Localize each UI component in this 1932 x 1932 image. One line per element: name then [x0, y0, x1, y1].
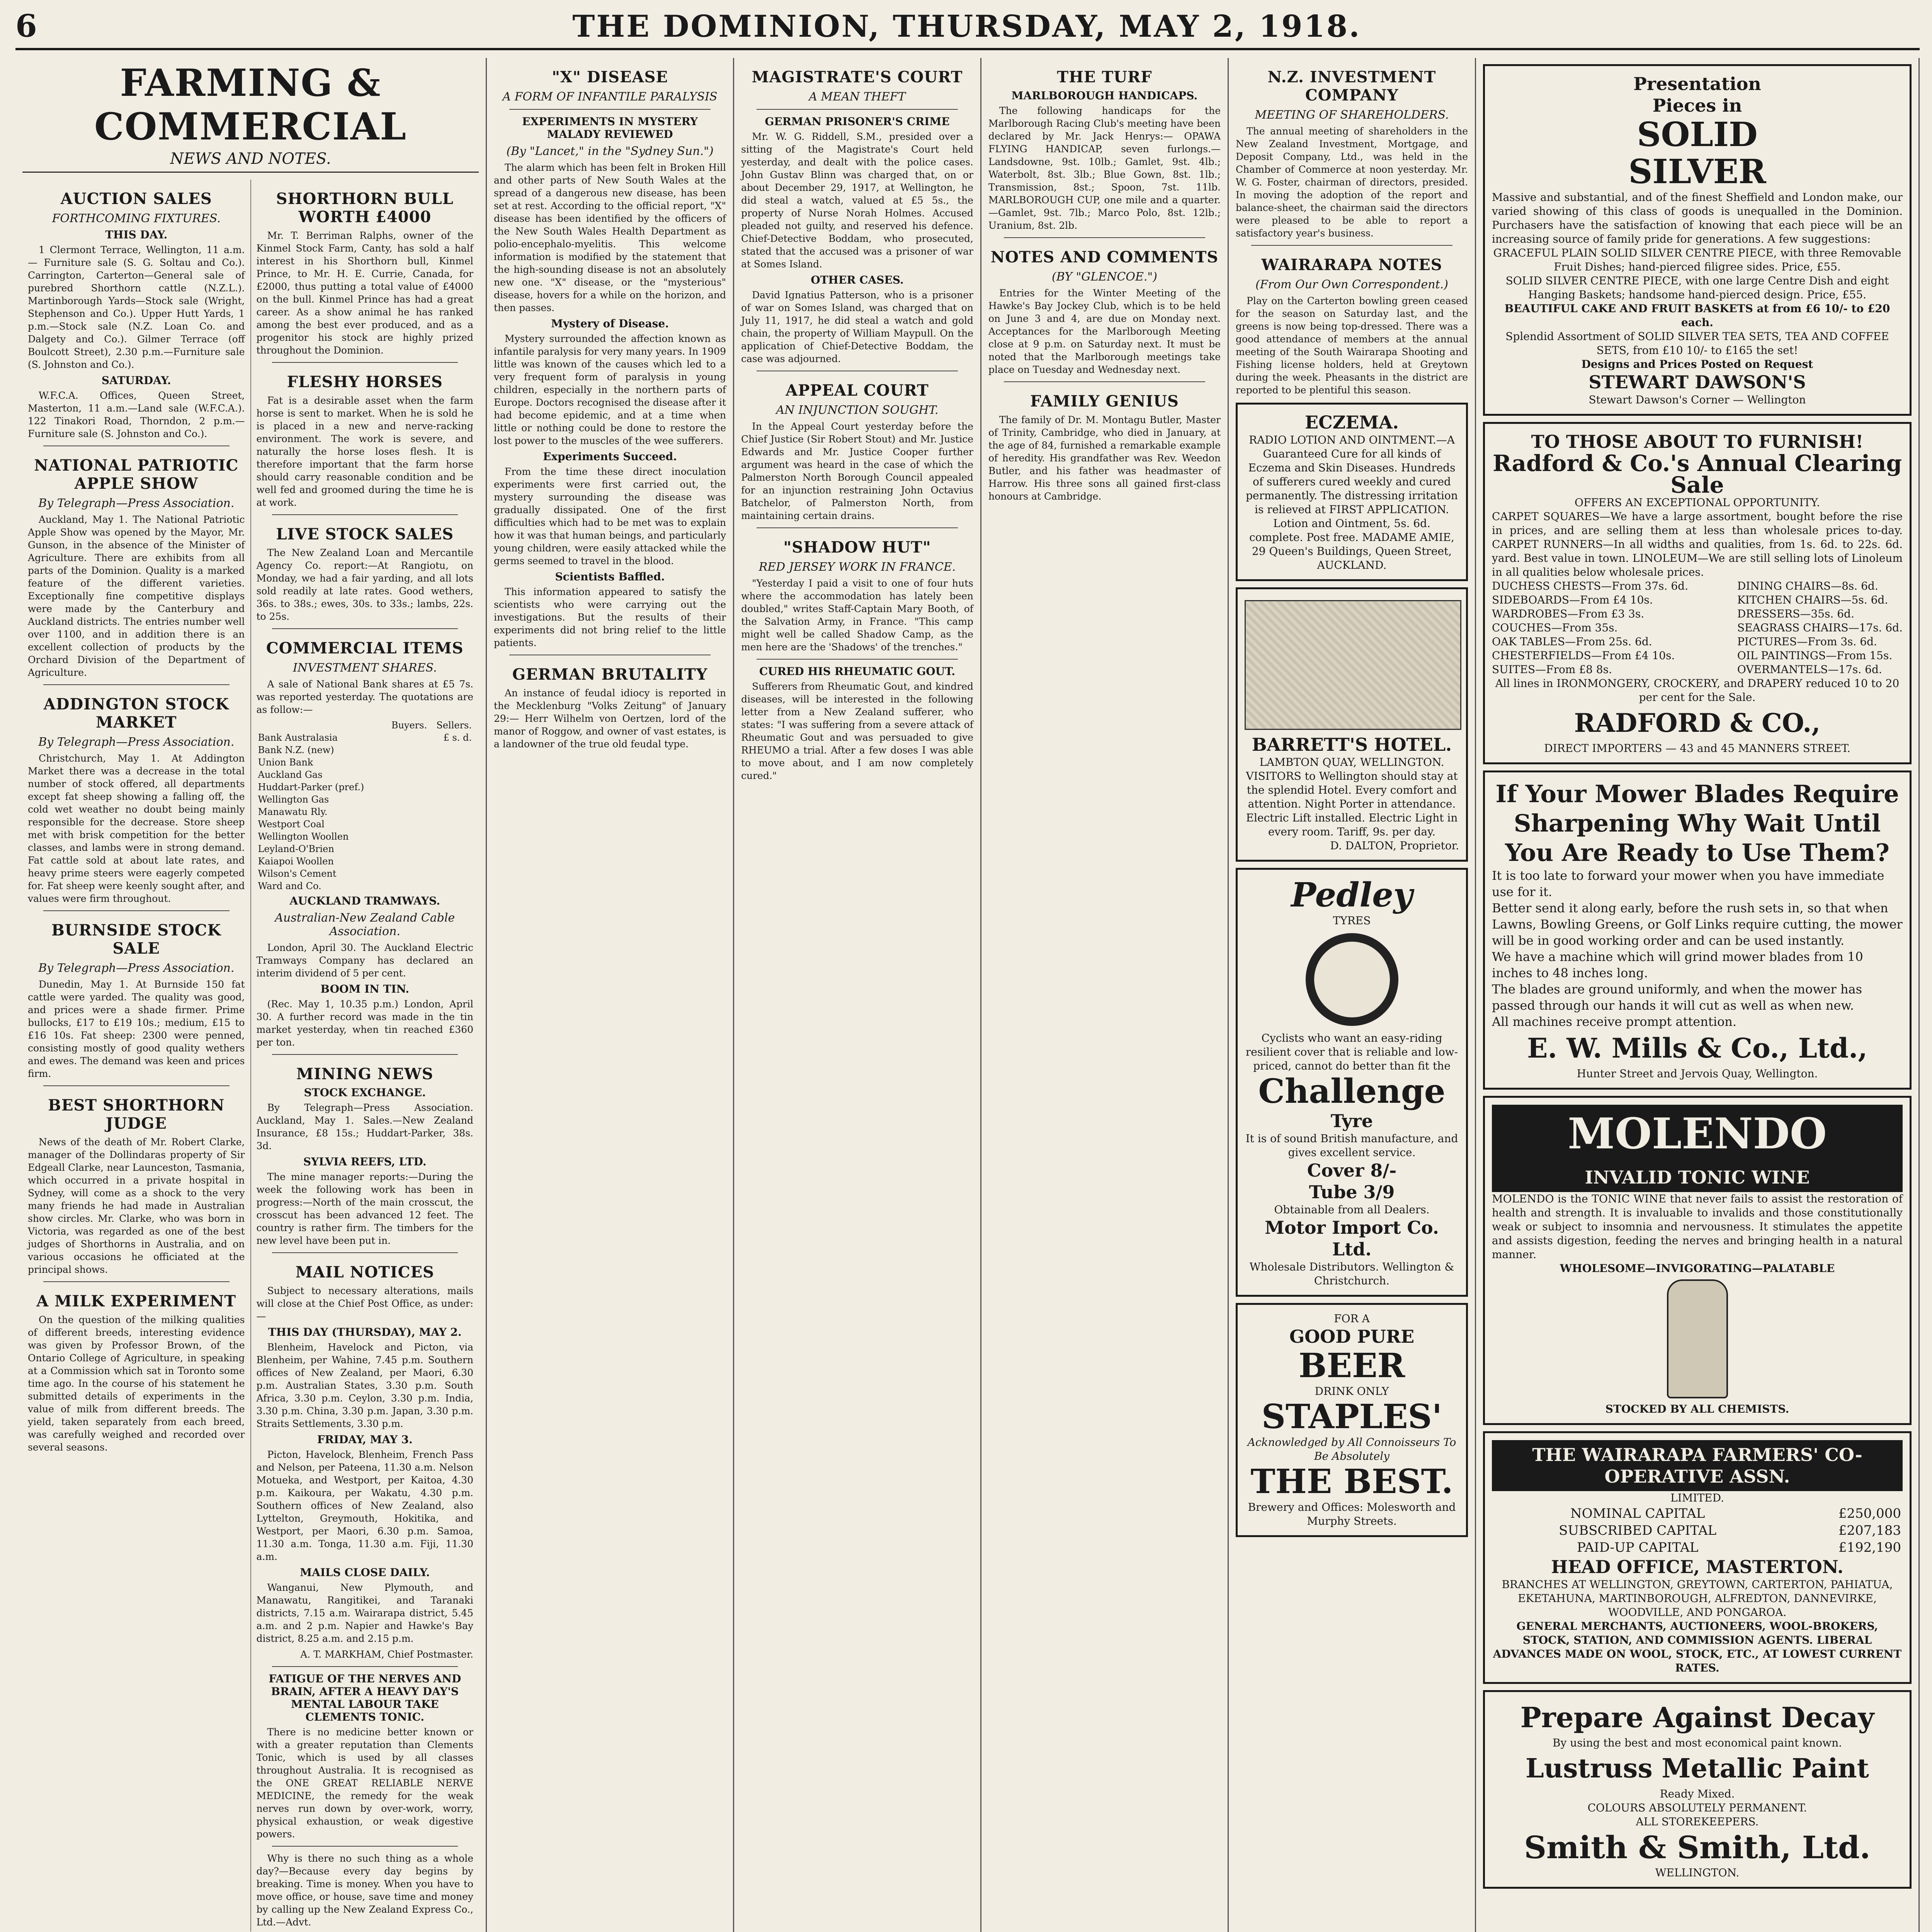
mower-p4: The blades are ground uniformly, and when the mower has passed through our hands it will cut as well as when new. [1492, 982, 1862, 1013]
experiments-text: From the time these direct inoculation experiments were first carried out, the mystery surrounding the disease was gradually dissipated. One of the first difficulties which had to be met was to explain how it was that human beings, and particularly young children, were easily attacked while the germs seemed to travel in the blood. [494, 466, 726, 566]
beer-ack: Acknowledged by All Connoisseurs To Be Absolutely [1247, 1436, 1456, 1463]
pedley-made: It is of sound British manufacture, and gives excellent service. [1245, 1132, 1458, 1159]
apple-title: NATIONAL PATRIOTIC APPLE SHOW [34, 456, 239, 493]
mower-p1: It is too late to forward your mower when you have immediate use for it. [1492, 868, 1884, 899]
german-title: GERMAN BRUTALITY [512, 665, 708, 684]
divider [272, 1054, 458, 1055]
shares-row: Bank Australasia £ s. d. [258, 732, 472, 743]
dawson-item-4: Splendid Assortment of SOLID SILVER TEA SETS, TEA AND COFFEE SETS, from £10 10/- to £165 the set! [1505, 330, 1889, 357]
investment-sub: MEETING OF SHAREHOLDERS. [1255, 108, 1449, 122]
radford-list-item: KITCHEN CHAIRS—5s. 6d. [1737, 594, 1888, 606]
shares-row: Westport Coal [258, 819, 325, 830]
farming-left-column [22, 180, 251, 1932]
radford-list-item: OAK TABLES—From 25s. 6d. [1492, 635, 1652, 648]
magistrate-sub2: GERMAN PRISONER'S CRIME [765, 115, 950, 128]
mower-p2: Better send it along early, before the rush sets in, so that when Lawns, Bowling Greens, or Golf Links require cutting, the mower will be in good working order and can be used instantly. [1492, 901, 1903, 948]
mail-sign: A. T. MARKHAM, Chief Postmaster. [300, 1649, 473, 1660]
judge-text: News of the death of Mr. Robert Clarke, manager of the Dollindaras property of Sir Edgeall Clarke, near Launceston, Tasmania, which occurred in a private hospital in Sydney, will come as a shock to the very many friends he had made in Australian show circles. Mr. Clarke, who was born in Victoria, was regarded as one of the best judges of Shorthorns in Australia, and on various occasions he officiated at the principal shows. [28, 1136, 245, 1275]
dawson-top: Presentation [1633, 73, 1761, 94]
radford-list-item: OVERMANTELS—17s. 6d. [1737, 663, 1882, 676]
dawson-ad [1483, 64, 1912, 416]
cured-title: CURED HIS RHEUMATIC GOUT. [759, 665, 956, 678]
shares-table [257, 719, 474, 892]
mining-sub: STOCK EXCHANGE. [304, 1086, 426, 1099]
staples-beer-ad [1236, 1303, 1468, 1537]
investment-text: The annual meeting of shareholders in the New Zealand Investment, Mortgage, and Deposit Company, Ltd., was held in the Chamber of Commerce at noon yesterday. Mr. W. G. Foster, chairman of directors, presided. In moving the adoption of the report and balance-sheet, the chairman said the directors were pleased to be able to report a satisfactory year's business. [1236, 126, 1468, 239]
divider [43, 910, 230, 911]
farmers-branches: BRANCHES AT WELLINGTON, GREYTOWN, CARTERTON, PAHIATUA, EKETAHUNA, MARTINBOROUGH, ALFREDTON, DANNEVIRKE, WOODVILLE, AND PONGAROA. [1502, 1578, 1893, 1619]
magistrate-title: MAGISTRATE'S COURT [752, 68, 963, 86]
shares-row: Auckland Gas [258, 769, 323, 780]
shares-row: Wilson's Cement [258, 868, 337, 879]
farmers-capital-table [1492, 1505, 1903, 1556]
radford-headline: Radford & Co.'s Annual Clearing Sale [1492, 450, 1902, 498]
appeal-text: In the Appeal Court yesterday before the Chief Justice (Sir Robert Stout) and Mr. Justice Edwards and Mr. Justice Cooper further argument was heard in the case of which the Palmerston North Borough Council appealed for an injunction restraining John Octavius Batchelor, of Palmerston North, from maintaining certain drains. [741, 421, 973, 521]
apple-text: Auckland, May 1. The National Patriotic Apple Show was opened by the Mayor, Mr. Gunson, in the absence of the Minister of Agriculture. There are exhibits from all parts of the Dominion. Quality is a marked feature of the different varieties. Exceptionally fine competitive displays were made by the Canterbury and Auckland districts. The entries number well over 1100, and in addition there is an excellent collection of products by the Orchard Division of the Department of Agriculture. [28, 514, 245, 678]
molendo-text: MOLENDO is the TONIC WINE that never fails to assist the restoration of health and strength. It is invaluable to invalids and those constitutionally weak or subject to insomnia and nervousness. It stimulates the appetite and assists digestion, feeding the nerves and bringing health in a natural manner. [1492, 1192, 1903, 1261]
commercial-title: COMMERCIAL ITEMS [266, 639, 464, 657]
mail-day: THIS DAY (THURSDAY), MAY 2. [268, 1326, 462, 1338]
masthead [15, 8, 1920, 50]
cured-text: Sufferers from Rheumatic Gout, and kindred diseases, will be interested in the following letter from a New Zealand sufferer, who states: "I was suffering from a severe attack of Rheumatic Gout and was persuaded to give RHEUMO a trial. After a few doses I was able to move about, and I am now completely cured." [741, 681, 973, 781]
auckland-text: London, April 30. The Auckland Electric Tramways Company has declared an interim dividend of 5 per cent. [256, 942, 473, 979]
molendo-stocked: STOCKED BY ALL CHEMISTS. [1605, 1403, 1789, 1415]
radford-ad [1483, 422, 1912, 764]
live-stock-title: LIVE STOCK SALES [276, 525, 454, 543]
shares-row: Wellington Gas [258, 794, 329, 805]
sylvia-title: SYLVIA REEFS, LTD. [303, 1155, 427, 1168]
mail-text: Subject to necessary alterations, mails will close at the Chief Post Office, as under:— [256, 1285, 473, 1322]
paint-ad [1483, 1690, 1912, 1889]
bottle-icon [1667, 1279, 1728, 1398]
mining-text: By Telegraph—Press Association. Auckland, May 1. Sales.—New Zealand Insurance, £8 15s.; Huddart-Parker, 38s. 3d. [256, 1102, 473, 1151]
german-text: An instance of feudal idiocy is reported in the Mecklenburg "Volks Zeitung" of January 29:— Herr Wilhelm von Oertzen, lord of the manor of Roggow, and owner of vast estates, is a landowner of the true old feudal type. [494, 687, 726, 750]
dawson-name: STEWART DAWSON'S [1588, 372, 1806, 393]
farmers-trade: GENERAL MERCHANTS, AUCTIONEERS, WOOL-BROKERS, STOCK, STATION, AND COMMISSION AGENTS. LIBERAL ADVANCES MADE ON WOOL, STOCK, ETC., AT LOWEST CURRENT RATES. [1493, 1620, 1902, 1674]
investment-title: N.Z. INVESTMENT COMPANY [1267, 68, 1436, 104]
divider [1251, 245, 1452, 246]
paint-sub: By using the best and most economical paint known. [1552, 1736, 1842, 1749]
shares-row: Manawatu Rly. [258, 806, 328, 817]
scientists-text: This information appeared to satisfy the scientists who were carrying out the investigations. But the results of their experiments did not bring relief to the little patients. [494, 586, 726, 648]
mower-ad [1483, 770, 1912, 1090]
notes-title: NOTES AND COMMENTS [990, 248, 1219, 266]
divider [43, 1281, 230, 1282]
capital-row: NOMINAL CAPITAL £250,000 [1570, 1506, 1901, 1521]
divider [757, 527, 958, 528]
mail-fri-list: Picton, Havelock, Blenheim, French Pass and Nelson, per Pateena, 11.30 a.m. Nelson Motueka, and Westport, per Kaitoa, 4.30 p.m. Kaikoura, per Wakatu, 4.30 p.m. Southern offices of New Zealand, also Lyttelton, Greymouth, Hokitika, and Westport, per Maori, 6.30 p.m. Samoa, 11.30 a.m. Tonga, 11.30 a.m. Fiji, 11.30 a.m. [256, 1449, 473, 1562]
boom-title: BOOM IN TIN. [320, 983, 410, 995]
pedley-tube: Tube 3/9 [1309, 1182, 1395, 1202]
auction-sat: SATURDAY. [101, 374, 171, 387]
fleshy-text: Fat is a desirable asset when the farm horse is sent to market. When he is sold he is placed in a new and nerve-racking environment. The work is severe, and naturally the horse loses flesh. It is therefore important that the farm horse should carry reasonable condition and be well fed and groomed during the time he is at work. [256, 395, 473, 508]
divider [43, 1085, 230, 1086]
mower-address: Hunter Street and Jervois Quay, Wellington. [1577, 1067, 1818, 1080]
farming-banner: FARMING & COMMERCIAL [94, 61, 407, 148]
auction-sat-text: W.F.C.A. Offices, Queen Street, Masterton, 11 a.m.—Land sale (W.F.C.A.). 122 Tinakori Road, Thorndon, 2 p.m.—Furniture sale (S. Johnston and Co.). [28, 390, 245, 439]
mower-headline: If Your Mower Blades Require Sharpening Why Wait Until You Are Ready to Use Them? [1495, 780, 1899, 867]
shares-row: Leyland-O'Brien [258, 844, 334, 854]
radford-list-item: SIDEBOARDS—From £4 10s. [1492, 594, 1653, 606]
mystery-title: Mystery of Disease. [551, 317, 669, 330]
pedley-distributor: Motor Import Co. Ltd. [1265, 1217, 1439, 1260]
radford-lists [1492, 579, 1903, 677]
notes-sub: (BY "GLENCOE.") [1052, 270, 1157, 284]
radford-address: DIRECT IMPORTERS — 43 and 45 MANNERS STREET. [1544, 742, 1850, 755]
beer-best: THE BEST. [1250, 1462, 1453, 1501]
sylvia-text: The mine manager reports:—During the week the following work has been in progress:—North of the main crosscut, the crosscut has been advanced 12 feet. The country is rather firm. The timbers for the new level have been put in. [256, 1171, 473, 1246]
pedley-obtain: Obtainable from all Dealers. [1274, 1203, 1430, 1216]
farmers-head-office: HEAD OFFICE, MASTERTON. [1551, 1556, 1844, 1577]
burnside-text: Dunedin, May 1. At Burnside 150 fat cattle were yarded. The quality was good, and prices were a shade firmer. Prime bullocks, £17 to £19 10s.; medium, £15 to £16 10s. Fat sheep: 2300 were penned, consisting mostly of good quality wethers and ewes. The demand was keen and prices firm. [28, 979, 245, 1079]
wairarapa-sub: (From Our Own Correspondent.) [1255, 278, 1448, 291]
dawson-text: Massive and substantial, and of the finest Sheffield and London make, our varied showing of this class of goods is unequalled in the Dominion. Purchasers have the satisfaction of knowing that each piece will be an increasing source of family pride for generations. A few suggestions: [1492, 191, 1903, 245]
dawson-item-3: BEAUTIFUL CAKE AND FRUIT BASKETS at from £6 10/- to £20 each. [1504, 302, 1890, 329]
x-disease-byline: (By "Lancet," in the "Sydney Sun.") [506, 145, 714, 158]
why-text: Why is there no such thing as a whole day?—Because every day begins by breaking. Time is money. When you have to move office, or house, save time and money by calling up the New Zealand Express Co., Ltd.—Advt. [256, 1853, 473, 1928]
eczema-text: RADIO LOTION AND OINTMENT.—A Guaranteed Cure for all kinds of Eczema and Skin Diseases. Hundreds of sufferers cured weekly and cured permanently. The distressing irritation is relieved at FIRST APPLICATION. Lotion and Ointment, 5s. 6d. complete. Post free. MADAME AMIE, 29 Queen's Buildings, Queen Street, AUCKLAND. [1246, 434, 1458, 571]
divider [509, 109, 711, 110]
auction-sub: FORTHCOMING FIXTURES. [52, 212, 221, 225]
burnside-title: BURNSIDE STOCK SALE [51, 921, 221, 957]
divider [1004, 381, 1205, 382]
shares-header: Buyers. Sellers. [391, 720, 472, 731]
dawson-solid: SOLID [1637, 115, 1758, 154]
dawson-item-2: SOLID SILVER CENTRE PIECE, with one large Centre Dish and eight Hanging Baskets; handsome hand-pierced design. Price, £55. [1505, 274, 1889, 301]
radford-text: CARPET SQUARES—We have a large assortment, bought before the rise in prices, and are selling them at less than wholesale prices to-day. CARPET RUNNERS—In all widths and qualities, from 1s. 6d. to 22s. 6d. yard. Best value in town. LINOLEUM—We are still selling lots of Linoleum in all qualities below wholesale prices. [1492, 510, 1903, 578]
radford-name: RADFORD & CO., [1574, 708, 1821, 738]
radford-offers: OFFERS AN EXCEPTIONAL OPPORTUNITY. [1575, 496, 1820, 509]
farmers-ad [1483, 1431, 1912, 1684]
boom-text: (Rec. May 1, 10.35 p.m.) London, April 30. A further record was made in the tin market yesterday, when tin reached £360 per ton. [256, 998, 473, 1048]
auction-today: THIS DAY. [105, 228, 168, 241]
radford-list-item: DRESSERS—35s. 6d. [1737, 607, 1854, 620]
dawson-silver: SILVER [1628, 152, 1766, 191]
turf-sub: MARLBOROUGH HANDICAPS. [1011, 89, 1198, 102]
paint-city: WELLINGTON. [1655, 1866, 1740, 1879]
barretts-ad [1236, 587, 1468, 862]
turf-text: The following handicaps for the Marlborough Racing Club's meeting have been declared by Mr. Jack Henrys:— OPAWA FLYING HANDICAP, seven furlongs.—Landsdowne, 9st. 10lb.; Gamlet, 9st. 4lb.; Waterbolt, 8st. 3lb.; Blue Gown, 8st. 1lb.; Transmission, 8st.; Spoon, 7st. 11lb. MARLBOROUGH CUP, one mile and a quarter.—Gamlet, 9st. 7lb.; Marco Polo, 8st. 12lb.; Uranium, 8st. 2lb. [988, 105, 1221, 231]
radford-list-item: SEAGRASS CHAIRS—17s. 6d. [1737, 621, 1903, 634]
farming-subtitle: NEWS AND NOTES. [22, 150, 479, 173]
other-cases-text: David Ignatius Patterson, who is a prisoner of war on Somes Island, was charged that on July 11, 1917, he did steal a watch and gold chain, the property of William Maypull. On the application of Chief-Detective Boddam, the case was adjourned. [741, 289, 973, 364]
pedley-tyre: Tyre [1330, 1111, 1373, 1131]
divider [757, 109, 958, 110]
shares-row: Kaiapoi Woollen [258, 856, 334, 867]
radford-list-item: PICTURES—From 3s. 6d. [1737, 635, 1877, 648]
hotel-illustration [1245, 600, 1461, 730]
magistrate-text: Mr. W. G. Riddell, S.M., presided over a sitting of the Magistrate's Court held yesterday, and dealt with the police cases. John Gustav Blinn was charged that, on or about December 29, 1917, at Wellington, he did steal a watch, valued at £5 5s., the property of Nurse Norah Holmes. Accused pleaded not guilty, and reserved his defence. Chief-Detective Boddam, who prosecuted, stated that the accused was a prisoner of war at Somes Island. [741, 131, 973, 270]
burnside-sub: By Telegraph—Press Association. [38, 961, 235, 975]
commercial-sub: INVESTMENT SHARES. [293, 661, 437, 675]
shares-row: Union Bank [258, 757, 313, 768]
divider [272, 514, 458, 515]
auckland-title: AUCKLAND TRAMWAYS. [289, 895, 440, 907]
divider [757, 659, 958, 660]
beer-brand: STAPLES' [1261, 1397, 1442, 1436]
live-stock-text: The New Zealand Loan and Mercantile Agency Co. report:—At Rangiotu, on Monday, we had a fair yarding, and all lots sold readily at late rates. Good wethers, 36s. to 38s.; ewes, 30s. to 33s.; lambs, 22s. to 25s. [256, 547, 473, 622]
beer-brewery: Brewery and Offices: Molesworth and Murphy Streets. [1248, 1501, 1456, 1527]
tyre-icon [1306, 933, 1398, 1026]
paint-firm: Smith & Smith, Ltd. [1524, 1829, 1871, 1866]
molendo-ad [1483, 1096, 1912, 1425]
shares-row: Ward and Co. [258, 881, 321, 891]
shadow-title: "SHADOW HUT" [783, 538, 931, 556]
barretts-sub: LAMBTON QUAY, WELLINGTON. [1259, 756, 1444, 769]
milk-text: On the question of the milking qualities of different breeds, interesting evidence was given by Professor Brown, of the Ontario College of Agriculture, in speaking at a Commission which sat in Toronto some time ago. In the course of his statement he submitted details of experiments in the value of milk from different breeds. The yield, taken separately from each breed, was carefully weighed and recorded over several seasons. [28, 1314, 245, 1453]
radford-list-item: COUCHES—From 35s. [1492, 621, 1618, 634]
wairarapa-text: Play on the Carterton bowling green ceased for the season on Saturday last, and the greens is now being top-dressed. There was a good attendance of members at the annual meeting of the South Wairarapa Shooting and Fishing license holders, held at Greytown during the week. Pheasants in the district are reported to be plentiful this season. [1236, 295, 1468, 396]
shadow-text: "Yesterday I paid a visit to one of four huts where the accommodation has lately been doubled," writes Staff-Captain Mary Booth, of the Salvation Army, in France. "This camp might well be called Shadow Camp, as the men here are the 'Shadows' of the trenches." [741, 578, 973, 653]
genius-text: The family of Dr. M. Montagu Butler, Master of Trinity, Cambridge, who died in January, at the age of 84, furnished a remarkable example of heredity. His grandfather was Rev. Weedon Butler, and his father was headmaster of Harrow. His three sons all gained first-class honours at Cambridge. [988, 414, 1221, 502]
shares-row: Wellington Woollen [258, 831, 349, 842]
addington-title: ADDINGTON STOCK MARKET [43, 695, 229, 731]
eczema-ad [1236, 403, 1468, 581]
mail-close-text: Wanganui, New Plymouth, and Manawatu, Rangitikei, and Taranaki districts, 7.15 a.m. Wairarapa district, 5.45 a.m. and 2 p.m. Napier and Hawke's Bay district, 8.25 a.m. and 2.15 p.m. [256, 1582, 473, 1644]
barretts-text: VISITORS to Wellington should stay at the splendid Hotel. Every comfort and attention. Night Porter in attendance. Electric Lift installed. Electric Light in every room. Tariff, 9s. per day. [1246, 770, 1458, 838]
radford-list-item: DINING CHAIRS—8s. 6d. [1737, 580, 1878, 592]
pedley-challenge: Challenge [1258, 1072, 1446, 1111]
fleshy-title: FLESHY HORSES [287, 373, 443, 391]
farmers-ltd: LIMITED. [1670, 1492, 1724, 1504]
radford-list-item: SUITES—From £8 8s. [1492, 663, 1612, 676]
divider [272, 1846, 458, 1847]
mower-p3: We have a machine which will grind mower blades from 10 inches to 48 inches long. [1492, 949, 1863, 980]
page-number: 6 [15, 8, 37, 44]
beer-for: FOR A [1334, 1312, 1370, 1325]
radford-list-item: OIL PAINTINGS—From 15s. [1737, 649, 1893, 662]
radford-top: TO THOSE ABOUT TO FURNISH! [1531, 431, 1864, 452]
divider [272, 1252, 458, 1253]
dawson-item-1: GRACEFUL PLAIN SOLID SILVER CENTRE PIECE, with three Removable Fruit Dishes; hand-pierced filigree sides. Price, £55. [1493, 247, 1901, 273]
auction-text: 1 Clermont Terrace, Wellington, 11 a.m.— Furniture sale (S. G. Soltau and Co.). Carrington, Carterton—General sale of purebred Shorthorn cattle (N.Z.L.). Martinborough Yards—Stock sale (Wright, Stephenson and Co.). Upper Hutt Yards, 1 p.m.—Stock sale (N.Z. Loan Co. and Dalgety and Co.). Gilmer Terrace (off Boulcott Street), 2.30 p.m.—Furniture sale (S. Johnston and Co.). [28, 244, 245, 370]
farming-right-column [251, 180, 479, 1932]
mail-title: MAIL NOTICES [295, 1263, 434, 1281]
beer-word: BEER [1298, 1346, 1405, 1385]
scientists-title: Scientists Baffled. [555, 570, 665, 583]
pedley-ad [1236, 868, 1468, 1297]
molendo-tag: WHOLESOME—INVIGORATING—PALATABLE [1560, 1262, 1835, 1275]
divider [272, 1666, 458, 1667]
pedley-cover: Cover 8/- [1307, 1160, 1397, 1181]
pedley-distributor-detail: Wholesale Distributors. Wellington & Christchurch. [1249, 1260, 1454, 1287]
pedley-brand: Pedley [1291, 876, 1413, 915]
capital-row: SUBSCRIBED CAPITAL £207,183 [1559, 1523, 1901, 1538]
magistrate-column [734, 58, 981, 1932]
pedley-tyres: TYRES [1333, 914, 1371, 927]
mining-title: MINING NEWS [296, 1065, 434, 1083]
mower-firm: E. W. Mills & Co., Ltd., [1527, 1032, 1867, 1064]
investment-column [1229, 58, 1476, 1932]
dawson-address: Stewart Dawson's Corner — Wellington [1588, 393, 1806, 406]
magistrate-sub: A MEAN THEFT [809, 90, 906, 104]
fatigue-text: There is no medicine better known or with a greater reputation than Clements Tonic, which is used by all classes throughout Australia. It is recognised as the ONE GREAT RELIABLE NERVE MEDICINE, the remedy for the weak nerves run down by over-work, worry, physical exhaustion, or weak digestive powers. [256, 1726, 473, 1840]
radford-list-left [1492, 579, 1688, 677]
appeal-sub: AN INJUNCTION SOUGHT. [776, 403, 939, 417]
x-disease-sub: A FORM OF INFANTILE PARALYSIS [502, 90, 718, 104]
divider [272, 362, 458, 363]
ads-column [1476, 58, 1920, 1932]
barretts-title: BARRETT'S HOTEL. [1252, 734, 1452, 755]
divider [43, 684, 230, 685]
radford-list-item: WARDROBES—From £3 3s. [1492, 607, 1645, 620]
addington-text: Christchurch, May 1. At Addington Market there was a decrease in the total number of stock offered, all departments except fat sheep showing a falling off, the cold wet weather no doubt being mainly responsible for the decrease. Store sheep met with brisk competition for the better classes, and lambs were in strong demand. Fat cattle sold at about late rates, and heavy prime steers were eagerly competed for. Fat sheep were keenly sought after, and values were firm throughout. [28, 753, 245, 904]
auction-title: AUCTION SALES [60, 190, 212, 208]
commercial-intro: A sale of National Bank shares at £5 7s. was reported yesterday. The quotations are as follow:— [256, 679, 473, 715]
radford-list-right [1737, 579, 1903, 677]
divider [272, 628, 458, 629]
shorthorn-title: SHORTHORN BULL WORTH £4000 [276, 190, 454, 226]
notes-text: Entries for the Winter Meeting of the Hawke's Bay Jockey Club, which is to be held on June 3 and 4, are due on Monday next. Acceptances for the Marlborough Meeting close at 9 p.m. on Saturday next. It must be noted that the Marlborough meetings take place on Tuesday and Wednesday next. [988, 287, 1221, 375]
fatigue-title: FATIGUE OF THE NERVES AND BRAIN, AFTER A HEAVY DAY'S MENTAL LABOUR TAKE CLEMENTS TONIC. [269, 1672, 461, 1723]
farmers-title: THE WAIRARAPA FARMERS' CO-OPERATIVE ASSN. [1492, 1440, 1903, 1491]
mail-close: MAILS CLOSE DAILY. [300, 1566, 430, 1579]
molendo-sub: INVALID TONIC WINE [1492, 1163, 1903, 1192]
beer-drink: DRINK ONLY [1315, 1385, 1389, 1398]
eczema-title: ECZEMA. [1305, 412, 1399, 433]
appeal-title: APPEAL COURT [786, 381, 929, 400]
judge-title: BEST SHORTHORN JUDGE [48, 1096, 225, 1133]
mystery-text: Mystery surrounded the affection known as infantile paralysis for very many years. In 1909 little was known of the causes which led to a very frequent form of paralysis in young children, especially in the northern parts of Europe. Doctors recognised the disease after it had become epidemic, and at a time when little or nothing could be done to restore the lost power to the muscles of the wee sufferers. [494, 333, 726, 446]
barretts-sign: D. DALTON, Proprietor. [1330, 839, 1459, 852]
mail-list: Blenheim, Havelock and Picton, via Blenheim, per Wahine, 7.45 p.m. Southern offices of New Zealand, per Maori, 6.30 p.m. Australian States, 3.30 p.m. South Africa, 3.30 p.m. Ceylon, 3.30 p.m. India, 3.30 p.m. China, 3.30 p.m. Japan, 3.30 p.m. Straits Settlements, 3.30 p.m. [256, 1342, 473, 1429]
x-disease-sub2: EXPERIMENTS IN MYSTERY MALADY REVIEWED [522, 115, 698, 141]
apple-sub: By Telegraph—Press Association. [38, 497, 235, 510]
genius-title: FAMILY GENIUS [1030, 392, 1179, 410]
paint-name: Lustruss Metallic Paint [1525, 1753, 1869, 1784]
turf-title: THE TURF [1057, 68, 1152, 86]
milk-title: A MILK EXPERIMENT [36, 1292, 236, 1310]
mower-p5: All machines receive prompt attention. [1492, 1014, 1736, 1029]
x-disease-column [487, 58, 734, 1932]
radford-list-item: DUCHESS CHESTS—From 37s. 6d. [1492, 580, 1688, 592]
dawson-designs: Designs and Prices Posted on Request [1581, 358, 1813, 371]
beer-good: GOOD PURE [1289, 1326, 1415, 1347]
paint-headline: Prepare Against Decay [1520, 1701, 1874, 1734]
shadow-sub: RED JERSEY WORK IN FRANCE. [759, 560, 956, 574]
auckland-sub: Australian-New Zealand Cable Association. [275, 911, 455, 938]
wairarapa-title: WAIRARAPA NOTES [1261, 256, 1442, 274]
shares-row: Huddart-Parker (pref.) [258, 782, 364, 793]
radford-stock: All lines in IRONMONGERY, CROCKERY, and DRAPERY reduced 10 to 20 per cent for the Sale. [1495, 677, 1900, 704]
shares-row: Bank N.Z. (new) [258, 745, 334, 755]
dawson-mid: Pieces in [1652, 95, 1742, 116]
radford-list-item: CHESTERFIELDS—From £4 10s. [1492, 649, 1675, 662]
paint-ready: Ready Mixed. [1660, 1787, 1735, 1800]
other-cases-title: OTHER CASES. [811, 274, 904, 286]
pedley-text: Cyclists who want an easy-riding resilient cover that is reliable and low-priced, cannot do better than fit the [1245, 1032, 1458, 1072]
experiments-title: Experiments Succeed. [543, 450, 677, 463]
mail-fri: FRIDAY, MAY 3. [317, 1433, 413, 1446]
divider [1004, 237, 1205, 238]
turf-column [981, 58, 1229, 1932]
molendo-name: MOLENDO [1492, 1105, 1903, 1163]
x-disease-title: "X" DISEASE [552, 68, 668, 86]
farming-section [15, 58, 487, 1932]
shorthorn-text: Mr. T. Berriman Ralphs, owner of the Kinmel Stock Farm, Canty, has sold a half interest in his Shorthorn bull, Kinmel Prince, to Mr. H. E. Currie, Canada, for £2000, thus putting a total value of £4000 on the bull. Kinmel Prince has had a great career. As a show animal he has ranked among the best ever produced, and as a progenitor his stock are highly prized throughout the Dominion. [256, 230, 473, 356]
x-disease-text: The alarm which has been felt in Broken Hill and other parts of New South Wales at the spread of a dangerous new disease, has been set at rest. According to the official report, "X" disease has been identified by the officers of the New South Wales Health Department as polio-encephalo-myelitis. This welcome information is modified by the statement that the high-sounding disease is not an absolutely new one. "X" disease, or the "mysterious" disease, hovers for a while on the horizon, and then passes. [494, 162, 726, 313]
addington-sub: By Telegraph—Press Association. [38, 735, 235, 749]
paper-dateline: THE DOMINION, THURSDAY, MAY 2, 1918. [572, 9, 1361, 44]
paint-stores: ALL STOREKEEPERS. [1636, 1815, 1759, 1828]
capital-row: PAID-UP CAPITAL £192,190 [1577, 1540, 1901, 1555]
paint-colours: COLOURS ABSOLUTELY PERMANENT. [1587, 1801, 1807, 1814]
